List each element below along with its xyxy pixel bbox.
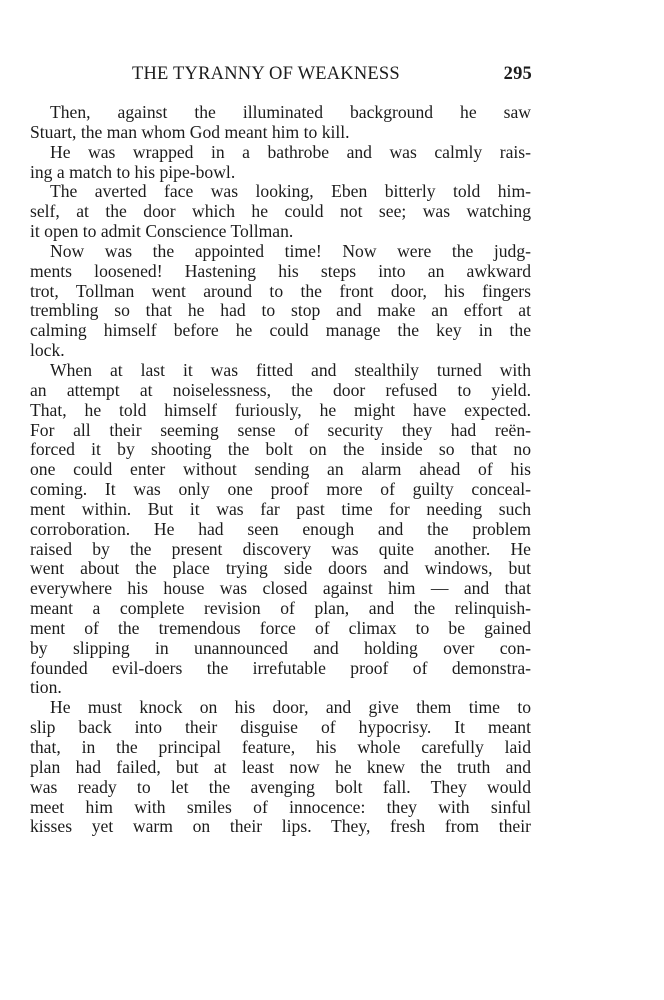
- body-text: [30, 103, 531, 837]
- text-line: plan had failed, but at least now he knew the truth and: [30, 756, 531, 777]
- text-line: Stuart, the man whom God meant him to kill.: [30, 121, 350, 142]
- text-line: was ready to let the avenging bolt fall. They would: [30, 776, 531, 797]
- text-line: one could enter without sending an alarm ahead of his: [30, 459, 531, 480]
- text-line: Then, against the illuminated background he saw: [50, 102, 531, 122]
- text-line: coming. It was only one proof more of guilty conceal-: [30, 479, 531, 500]
- text-line: founded evil-doers the irrefutable proof of demonstra-: [30, 657, 531, 678]
- page-number: 295: [503, 64, 532, 84]
- text-line: ments loosened! Hastening his steps into an awkward: [30, 260, 531, 281]
- running-head: [132, 64, 532, 90]
- text-line: For all their seeming sense of security they had reën-: [30, 419, 531, 440]
- text-line: The averted face was looking, Eben bitterly told him-: [50, 181, 531, 202]
- text-line: ing a match to his pipe-bowl.: [30, 161, 236, 182]
- text-line: ment of the tremendous force of climax to be gained: [30, 617, 531, 638]
- text-line: forced it by shooting the bolt on the inside so that no: [30, 439, 531, 460]
- text-line: Now was the appointed time! Now were the judg-: [50, 240, 531, 261]
- text-line: lock.: [30, 340, 65, 361]
- running-title: THE TYRANNY OF WEAKNESS: [132, 64, 400, 84]
- text-line: trot, Tollman went around to the front door, his fingers: [30, 280, 531, 301]
- text-line: trembling so that he had to stop and make an effort at: [30, 300, 531, 321]
- text-line: self, at the door which he could not see; was watching: [30, 201, 531, 222]
- text-line: calming himself before he could manage the key in the: [30, 320, 531, 341]
- text-line: slip back into their disguise of hypocrisy. It meant: [30, 717, 531, 738]
- text-line: ment within. But it was far past time for needing such: [30, 498, 531, 519]
- text-line: meant a complete revision of plan, and the relinquish-: [30, 598, 531, 619]
- text-line: He must knock on his door, and give them time to: [50, 697, 531, 718]
- text-line: an attempt at noiselessness, the door refused to yield.: [30, 379, 531, 400]
- text-line: raised by the present discovery was quite another. He: [30, 538, 531, 559]
- text-line: by slipping in unannounced and holding over con-: [30, 637, 531, 658]
- text-line: He was wrapped in a bathrobe and was calmly rais-: [50, 141, 531, 162]
- text-line: that, in the principal feature, his whole carefully laid: [30, 737, 531, 757]
- text-line: meet him with smiles of innocence: they with sinful: [30, 796, 531, 817]
- text-line: everywhere his house was closed against him — and that: [30, 578, 531, 599]
- text-line: kisses yet warm on their lips. They, fresh from their: [30, 816, 531, 837]
- text-line: That, he told himself furiously, he might have expected.: [30, 399, 531, 420]
- text-line: went about the place trying side doors and windows, but: [30, 558, 531, 579]
- text-line: corroboration. He had seen enough and the problem: [30, 518, 531, 539]
- text-line: When at last it was fitted and stealthily turned with: [50, 359, 531, 380]
- text-line: it open to admit Conscience Tollman.: [30, 221, 294, 242]
- text-line: tion.: [30, 677, 62, 698]
